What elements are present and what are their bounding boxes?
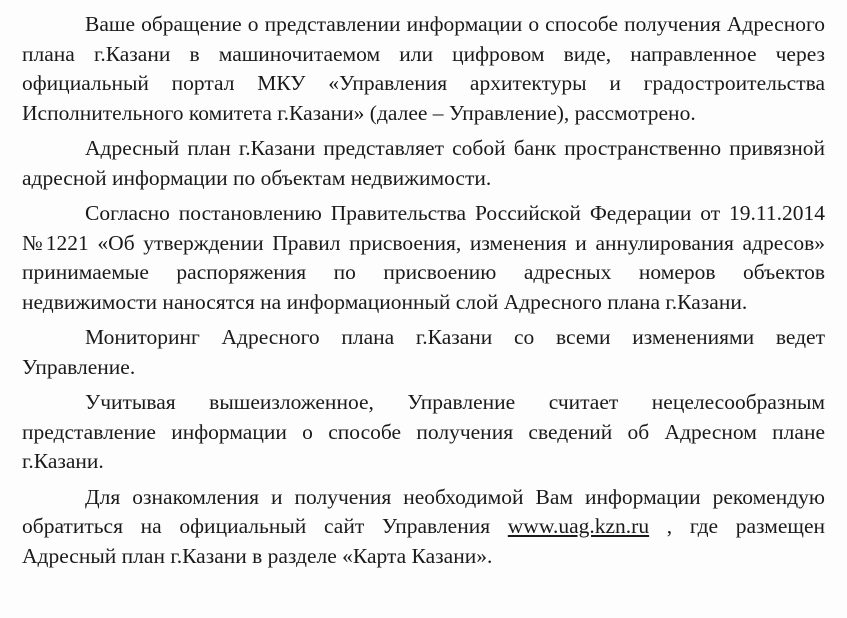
document-body — [22, 10, 825, 577]
paragraph-website-recommendation — [22, 483, 825, 572]
paragraph-conclusion: Учитывая вышеизложенное, Управление считает нецелесообразным представление информации о способе получения сведений об Адресном плане г.Казани. — [22, 390, 825, 473]
paragraph-monitoring: Мониторинг Адресного плана г.Казани со всеми изменениями ведет Управление. — [22, 325, 825, 379]
paragraph-address-plan-definition: Адресный план г.Казани представляет собой банк пространственно привязной адресной информации по объектам недвижимости. — [22, 136, 825, 190]
paragraph-appeal-reviewed: Ваше обращение о представлении информации о способе получения Адресного плана г.Казани в машиночитаемом или цифровом виде, направленное через официальный портал МКУ «Управления архитектуры и градостроительства Исполнительного комитета г.Казани» (далее – Управление), рассмотрено. — [22, 12, 825, 125]
paragraph-government-decree: Согласно постановлению Правительства Российской Федерации от 19.11.2014 №1221 «Об утверждении Правил присвоения, изменения и аннулирования адресов» принимаемые распоряжения по присвоению адресных номеров объектов недвижимости наносятся на информационный слой Адресного плана г.Казани. — [22, 201, 825, 314]
recommendation-text-after: , где размещен Адресный план г.Казани в разделе «Карта Казани». — [22, 514, 825, 568]
website-link[interactable]: www.uag.kzn.ru — [507, 514, 650, 538]
recommendation-text-before: Для ознакомления и получения необходимой Вам информации рекомендую обратиться на официальный сайт Управления — [22, 484, 825, 538]
